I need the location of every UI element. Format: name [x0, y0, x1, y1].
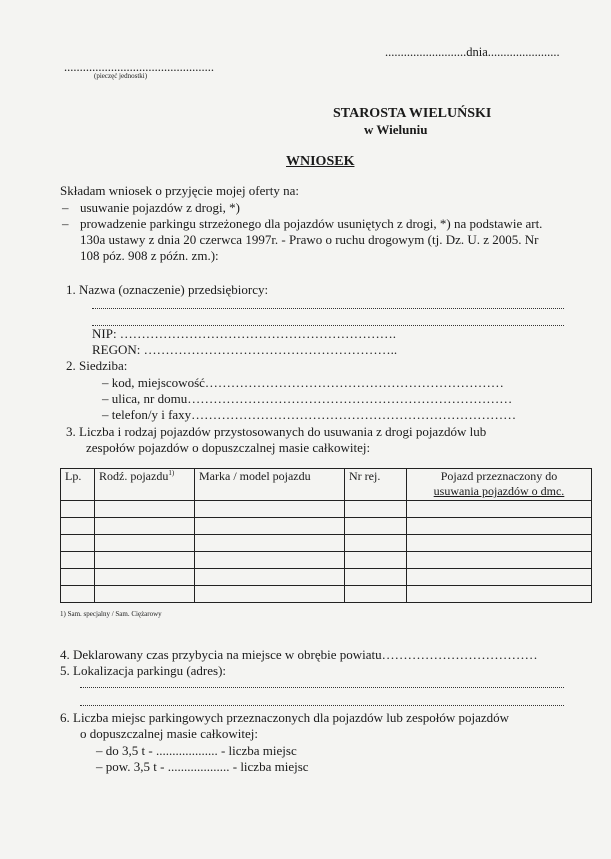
header-make-model: [195, 469, 345, 501]
section3-line1: 3. Liczba i rodzaj pojazdów przystosowanych do usuwania z drogi pojazdów lub: [66, 424, 487, 439]
table-row[interactable]: [61, 518, 592, 535]
intro-item-2: prowadzenie parkingu strzeżonego dla pojazdów usuniętych z drogi, *) na podstawie art.: [80, 216, 543, 231]
addressee-line1: STAROSTA WIELUŃSKI: [333, 106, 492, 121]
table-cell[interactable]: [61, 569, 95, 586]
section5-label: 5. Lokalizacja parkingu (adres):: [60, 663, 227, 678]
table-cell[interactable]: [407, 569, 592, 586]
table-cell[interactable]: [195, 586, 345, 603]
table-cell[interactable]: [195, 552, 345, 569]
street-field[interactable]: – ulica, nr domu…………………………………………………………………: [102, 391, 513, 406]
parking-spaces-up-to-3-5t[interactable]: – do 3,5 t - ................... - liczba miejsc: [96, 743, 297, 758]
header-purpose-line2: usuwania pojazdów o dmc.: [433, 484, 565, 498]
section6-line1: 6. Liczba miejsc parkingowych przeznaczonych dla pojazdów lub zespołów pojazdów: [60, 710, 510, 725]
table-cell[interactable]: [95, 501, 195, 518]
table-cell[interactable]: [61, 586, 95, 603]
header-lp-text: Lp.: [65, 469, 82, 483]
header-vehicle-type-text: Rodź. pojazdu: [99, 469, 169, 483]
table-cell[interactable]: [345, 552, 407, 569]
header-registration: [345, 469, 407, 501]
table-cell[interactable]: [195, 569, 345, 586]
intro-item-1: usuwanie pojazdów z drogi, *): [80, 200, 240, 215]
table-row[interactable]: [61, 552, 592, 569]
table-cell[interactable]: [407, 518, 592, 535]
table-row[interactable]: [61, 501, 592, 518]
header-purpose-line1: Pojazd przeznaczony do: [440, 469, 558, 483]
regon-field[interactable]: REGON: …………………………………………………..: [92, 342, 398, 357]
section6-line2: o dopuszczalnej masie całkowitej:: [80, 726, 258, 741]
intro-lead: Składam wniosek o przyjęcie mojej oferty na:: [60, 183, 299, 198]
table-cell[interactable]: [61, 552, 95, 569]
table-cell[interactable]: [195, 501, 345, 518]
intro-item-2-cont2: 108 póz. 908 z późn. zm.):: [80, 248, 219, 263]
table-cell[interactable]: [61, 501, 95, 518]
section2-label: 2. Siedziba:: [66, 358, 128, 373]
table-cell[interactable]: [195, 518, 345, 535]
header-vehicle-type: [95, 469, 195, 501]
table-cell[interactable]: [345, 501, 407, 518]
table-cell[interactable]: [407, 501, 592, 518]
table-cell[interactable]: [345, 569, 407, 586]
intro-dash-2: –: [62, 216, 69, 231]
table-cell[interactable]: [345, 518, 407, 535]
section4-label[interactable]: 4. Deklarowany czas przybycia na miejsce w obrębie powiatu………………………………: [60, 647, 538, 662]
intro-item-2-cont: 130a ustawy z dnia 20 czerwca 1997r. - Prawo o ruchu drogowym (tj. Dz. U. z 2005. Nr: [80, 232, 539, 247]
table-cell[interactable]: [95, 586, 195, 603]
nip-field[interactable]: NIP: ……………………………………………………….: [92, 326, 397, 341]
vehicles-table: [60, 468, 592, 603]
table-cell[interactable]: [345, 586, 407, 603]
table-cell[interactable]: [95, 518, 195, 535]
footnote-text: 1) Sam. specjalny / Sam. Ciężarowy: [60, 610, 162, 618]
postal-city-field[interactable]: – kod, miejscowość……………………………………………………………: [102, 375, 504, 390]
phone-fax-field[interactable]: – telefon/y i faxy…………………………………………………………………: [102, 407, 517, 422]
footnote-marker: 1): [168, 469, 175, 477]
table-header-row: [61, 469, 592, 501]
stamp-label: (pieczęć jednostki): [94, 72, 148, 80]
header-registration-text: Nr rej.: [349, 469, 381, 483]
addressee-line2: w Wieluniu: [364, 122, 428, 137]
date-line[interactable]: ..........................dnia.......................: [385, 45, 560, 59]
table-cell[interactable]: [407, 552, 592, 569]
table-row[interactable]: [61, 569, 592, 586]
header-lp: [61, 469, 95, 501]
table-cell[interactable]: [95, 569, 195, 586]
header-purpose: [407, 469, 592, 501]
parking-address-field-2[interactable]: [80, 705, 564, 706]
stamp-line: ................................................: [64, 60, 214, 74]
table-cell[interactable]: [407, 535, 592, 552]
parking-spaces-over-3-5t[interactable]: – pow. 3,5 t - ................... - liczba miejsc: [96, 759, 309, 774]
intro-dash-1: –: [62, 200, 69, 215]
header-make-model-text: Marka / model pojazdu: [199, 469, 311, 483]
parking-address-field-1[interactable]: [80, 687, 564, 688]
table-row[interactable]: [61, 586, 592, 603]
table-cell[interactable]: [407, 586, 592, 603]
table-cell[interactable]: [61, 518, 95, 535]
table-cell[interactable]: [195, 535, 345, 552]
table-cell[interactable]: [345, 535, 407, 552]
page-title: WNIOSEK: [286, 154, 355, 169]
table-cell[interactable]: [61, 535, 95, 552]
section3-line2: zespołów pojazdów o dopuszczalnej masie całkowitej:: [86, 440, 371, 455]
company-name-field-1[interactable]: [92, 308, 564, 309]
table-cell[interactable]: [95, 535, 195, 552]
section1-label: 1. Nazwa (oznaczenie) przedsiębiorcy:: [66, 282, 269, 297]
table-cell[interactable]: [95, 552, 195, 569]
table-row[interactable]: [61, 535, 592, 552]
